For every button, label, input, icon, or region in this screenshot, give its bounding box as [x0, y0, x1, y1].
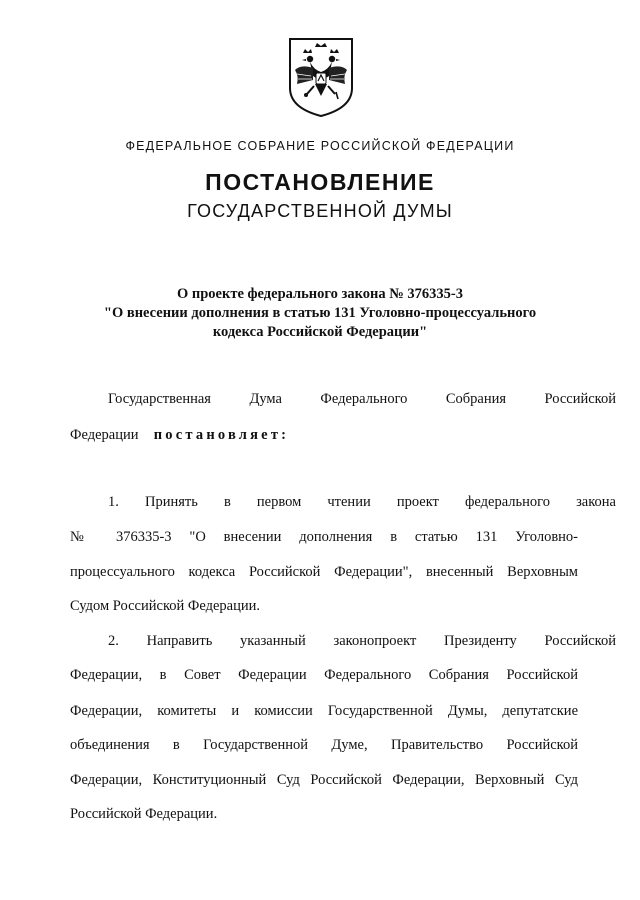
subject-line-3: кодекса Российской Федерации" — [212, 324, 428, 340]
subject-line-2: "О внесении дополнения в статью 131 Уголовно-процессуального — [103, 305, 537, 321]
item1-line-1: 1. Принять в первом чтении проект федерального закона — [108, 494, 616, 510]
subject-line-1: О проекте федерального закона № 376335-3 — [176, 286, 464, 302]
resolves-word: постановляет: — [153, 427, 290, 443]
item1-line-4: Судом Российской Федерации. — [70, 598, 260, 614]
item2-line-2: Федерации, в Совет Федерации Федерального Собрания Российской — [70, 667, 578, 683]
preamble-line-2 — [70, 427, 578, 444]
parliament-name: ФЕДЕРАЛЬНОЕ СОБРАНИЕ РОССИЙСКОЙ ФЕДЕРАЦИИ — [125, 139, 515, 153]
preamble-line-1: Государственная Дума Федерального Собрания Российской — [108, 391, 616, 407]
item1-line-3: процессуального кодекса Российской Федерации", внесенный Верховным — [70, 564, 578, 580]
item2-line-4: объединения в Государственной Думе, Правительство Российской — [70, 737, 578, 753]
document-type-title: ПОСТАНОВЛЕНИЕ — [205, 169, 435, 195]
item2-line-3: Федерации, комитеты и комиссии Государственной Думы, депутатские — [70, 703, 578, 719]
item2-line-6: Российской Федерации. — [70, 806, 218, 822]
item1-line-2: № 376335-3 "О внесении дополнения в статью 131 Уголовно- — [70, 529, 578, 545]
coat-of-arms-icon — [287, 36, 355, 118]
item2-line-1: 2. Направить указанный законопроект Президенту Российской — [108, 633, 616, 649]
document-subject — [0, 285, 640, 342]
issuing-body-subtitle: ГОСУДАРСТВЕННОЙ ДУМЫ — [187, 201, 453, 221]
preamble-federation: Федерации — [70, 427, 139, 443]
item2-line-5: Федерации, Конституционный Суд Российской Федерации, Верховный Суд — [70, 772, 578, 788]
